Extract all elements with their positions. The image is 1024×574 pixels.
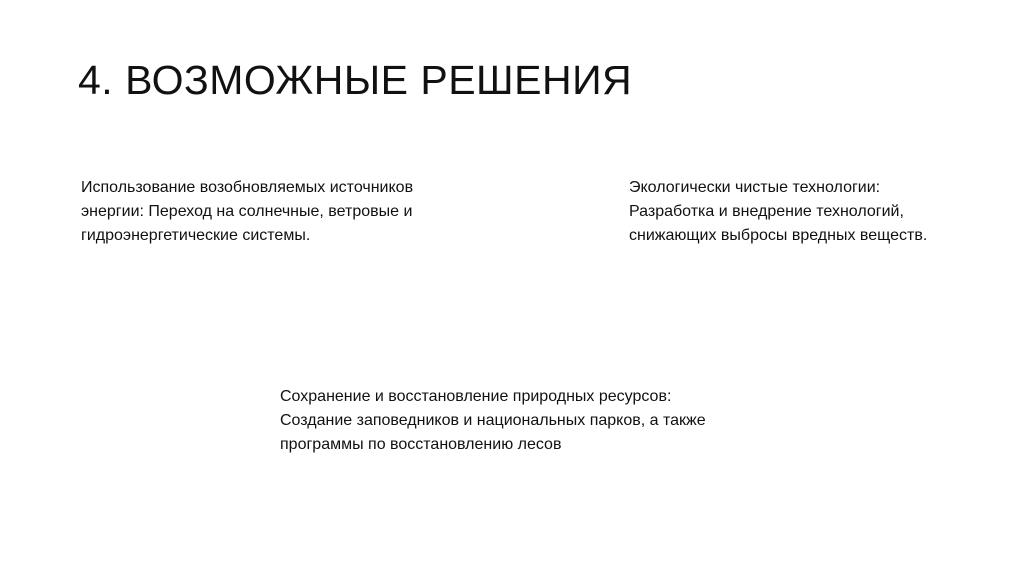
resource-conservation-text <box>280 385 706 457</box>
text-line: гидроэнергетические системы. <box>81 227 311 244</box>
text-line: программы по восстановлению лесов <box>280 436 562 453</box>
text-line: Сохранение и восстановление природных ресурсов: <box>280 388 672 405</box>
text-line: энергии: Переход на солнечные, ветровые и <box>81 203 413 220</box>
text-line: Создание заповедников и национальных парков, а также <box>280 412 706 429</box>
clean-technologies-text <box>629 176 927 248</box>
renewable-energy-text <box>81 176 413 248</box>
text-line: снижающих выбросы вредных веществ. <box>629 227 928 244</box>
text-line: Экологически чистые технологии: <box>629 179 881 196</box>
slide-title: 4. ВОЗМОЖНЫЕ РЕШЕНИЯ <box>78 57 633 103</box>
text-line: Разработка и внедрение технологий, <box>629 203 904 220</box>
text-line: Использование возобновляемых источников <box>81 179 414 196</box>
